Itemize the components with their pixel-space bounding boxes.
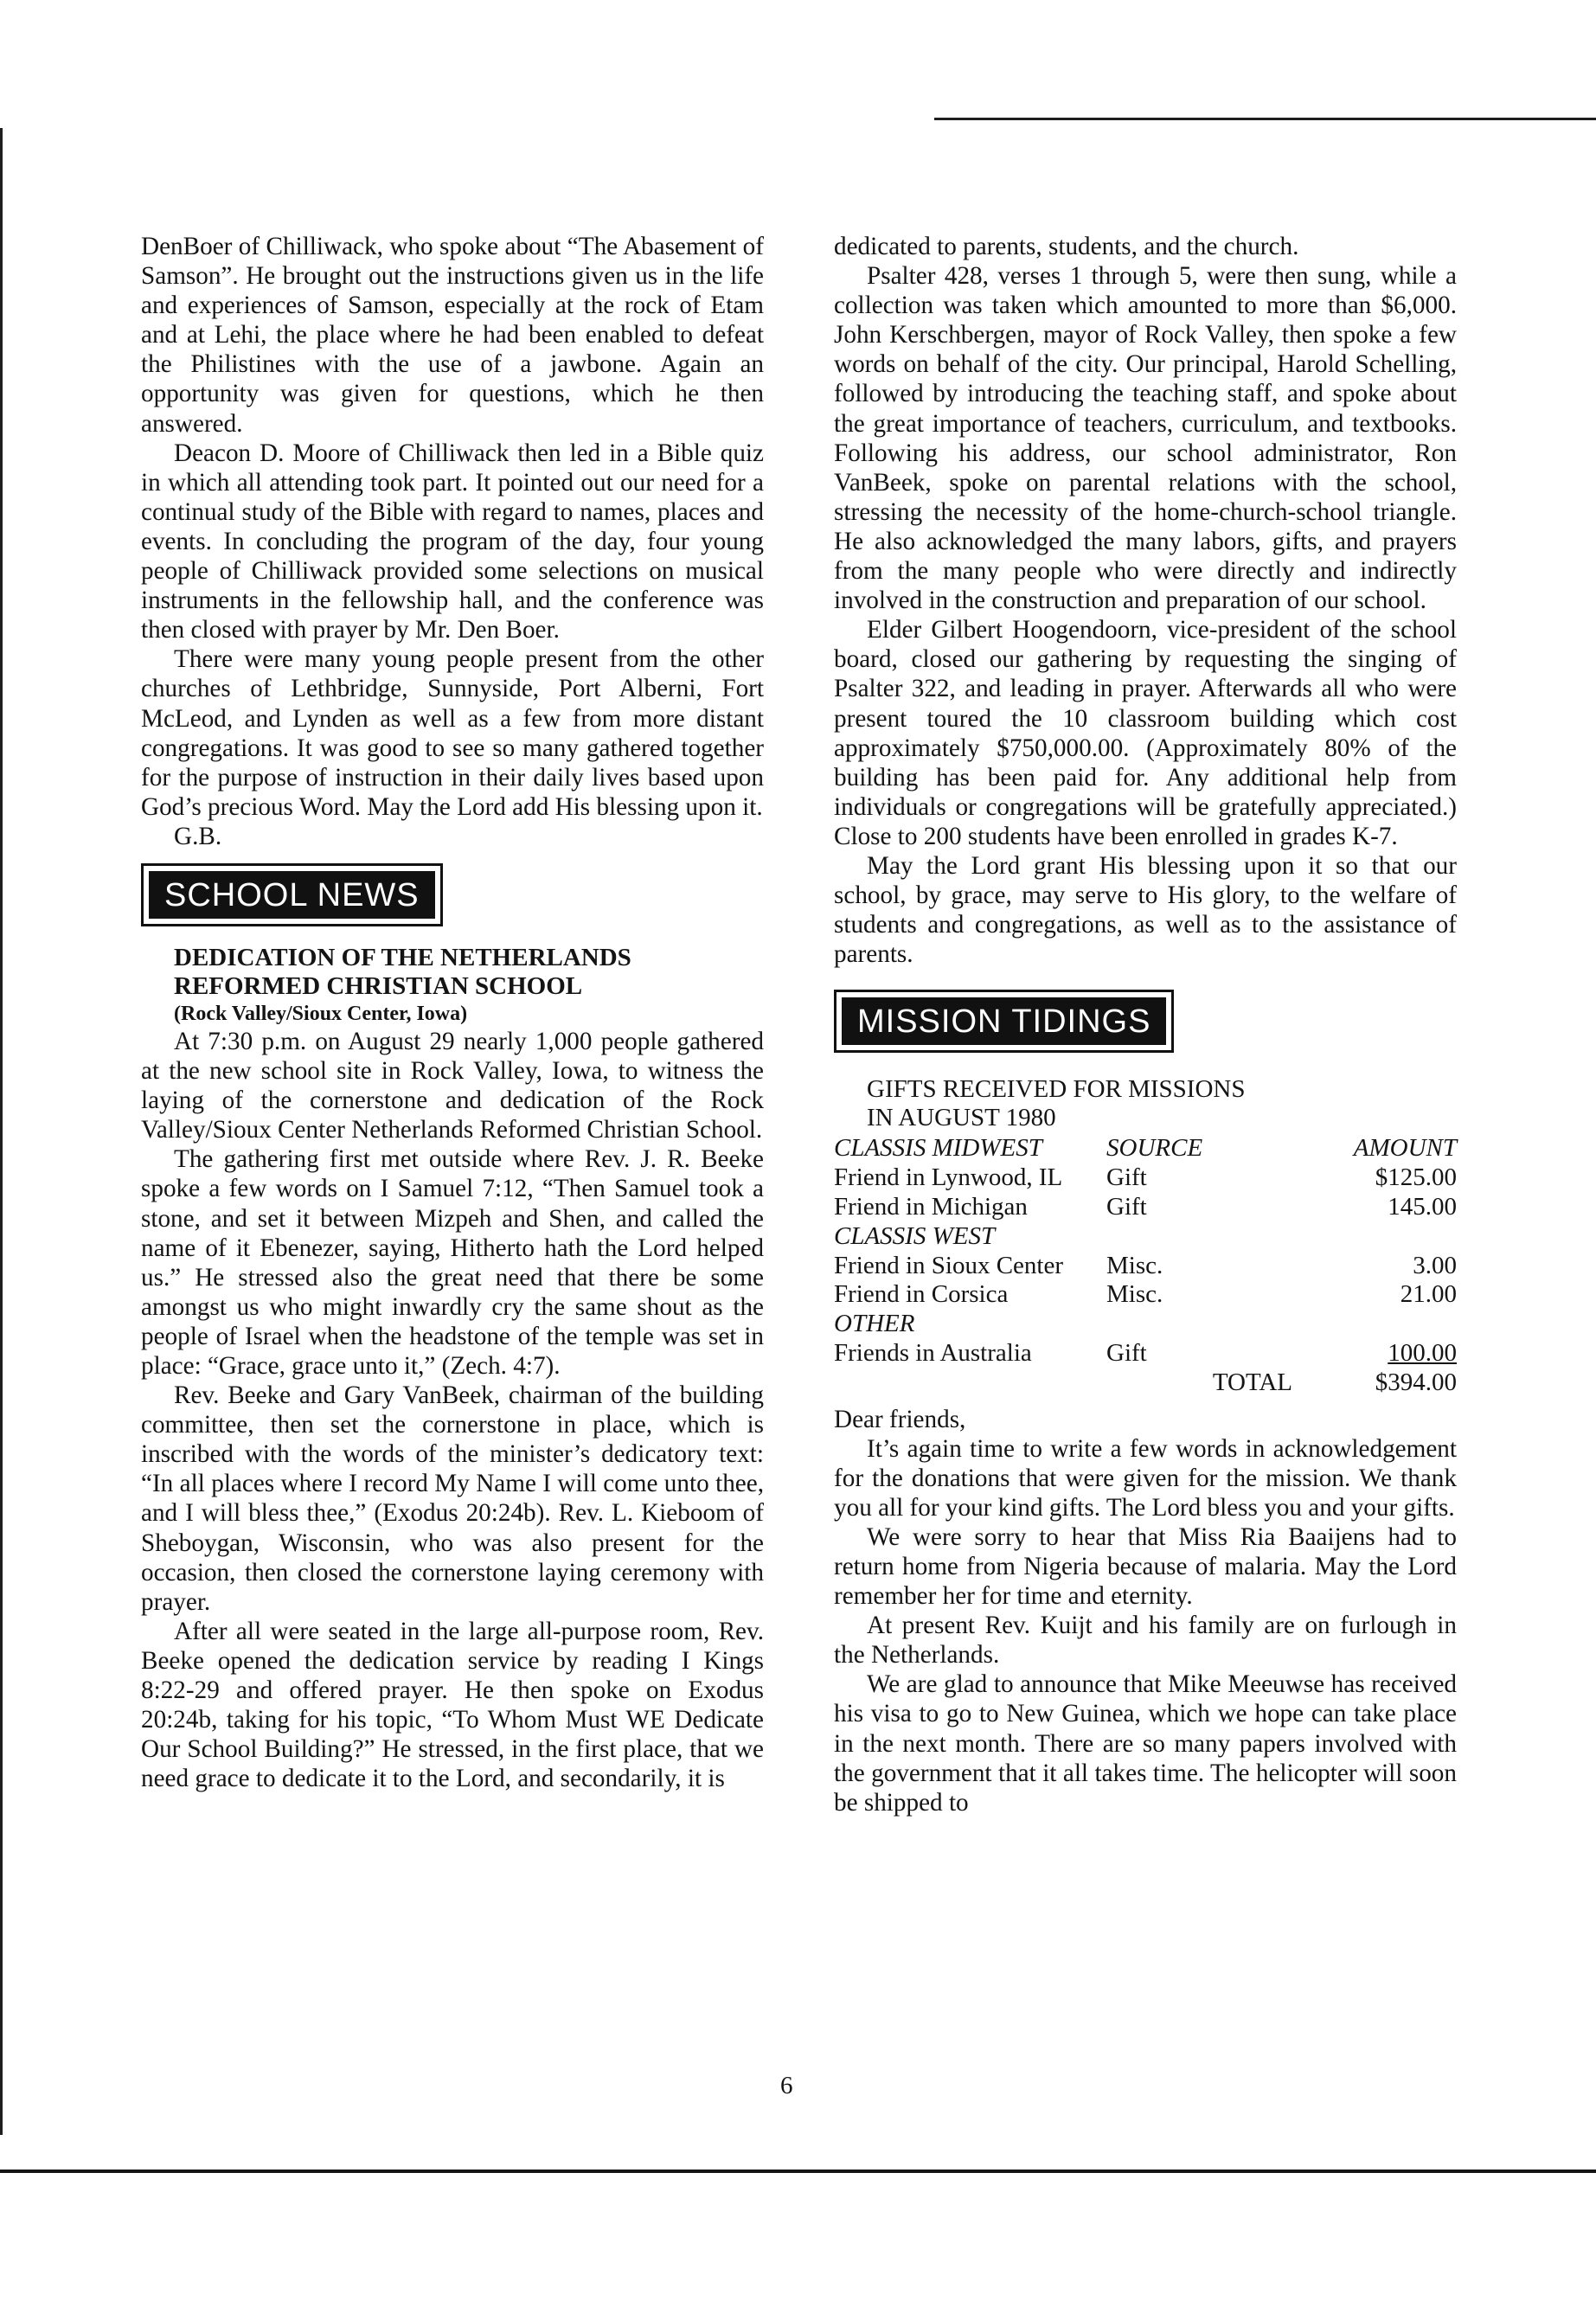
total-label: TOTAL (1212, 1368, 1292, 1396)
article-heading: REFORMED CHRISTIAN SCHOOL (174, 971, 583, 1000)
left-column (141, 232, 764, 1793)
school-news-label: SCHOOL NEWS (149, 871, 435, 919)
letter-salutation: Dear friends, (834, 1405, 966, 1433)
article-paragraph: May the Lord grant His blessing upon it so that our school, by grace, may serve to His glory, to the welfare of students and congregations, as well as to the assistance of parents. (834, 851, 1457, 969)
gift-amount: 145.00 (1388, 1192, 1457, 1221)
mission-tidings-label: MISSION TIDINGS (842, 997, 1166, 1045)
donor-name: Friend in Michigan (834, 1192, 1028, 1221)
school-news-banner (141, 863, 764, 926)
gift-amount: 100.00 (1388, 1338, 1457, 1367)
table-row (834, 1339, 1457, 1368)
letter-paragraph: We were sorry to hear that Miss Ria Baaijens had to return home from Nigeria because of malaria. May the Lord remember her for time and eternity. (834, 1522, 1457, 1611)
classis-label: CLASSIS MIDWEST (834, 1134, 1042, 1163)
table-row (834, 1222, 1457, 1252)
article-heading: DEDICATION OF THE NETHERLANDS (174, 943, 631, 971)
scan-edge-top (934, 118, 1596, 120)
gifts-heading: IN AUGUST 1980 (867, 1104, 1056, 1132)
donor-name: Friend in Sioux Center (834, 1251, 1064, 1279)
total-amount: $394.00 (1375, 1368, 1457, 1396)
classis-label: CLASSIS WEST (834, 1221, 996, 1250)
source-header: SOURCE (1106, 1134, 1203, 1163)
amount-header: AMOUNT (1353, 1134, 1457, 1163)
article-paragraph: The gathering first met outside where Rev. J. R. Beeke spoke a few words on I Samuel 7:12, “Then Samuel took a stone, and set it between Mizpeh and Shen, and called the name of it Ebenezer, saying, Hitherto hath the Lord helped us.” He stressed also the great need that there be some amongst us who might inwardly cry the same shout as the people of Israel when the headstone of the temple was set in place: “Grace, grace unto it,” (Zech. 4:7). (141, 1145, 764, 1380)
gift-amount: 21.00 (1400, 1280, 1457, 1309)
gift-source: Gift (1106, 1163, 1147, 1192)
page-number: 6 (780, 2072, 793, 2099)
table-row (834, 1163, 1457, 1193)
letter-paragraph: At present Rev. Kuijt and his family are on furlough in the Netherlands. (834, 1612, 1457, 1670)
table-row (834, 1310, 1457, 1339)
gift-source: Gift (1106, 1338, 1147, 1367)
article-paragraph: dedicated to parents, students, and the church. (834, 233, 1299, 260)
donor-name: Friend in Lynwood, IL (834, 1163, 1063, 1192)
table-row (834, 1193, 1457, 1222)
scan-edge-left (0, 128, 3, 2135)
gift-amount: $125.00 (1375, 1163, 1457, 1192)
table-row (834, 1252, 1457, 1281)
intro-paragraph: There were many young people present from the other churches of Lethbridge, Sunnyside, Port Alberni, Fort McLeod, and Lynden as well as a few from more distant congregations. It was good to see so many gathered together for the purpose of instruction in their daily lives based upon God’s precious Word. May the Lord add His blessing upon it. (141, 645, 764, 821)
article-subheading: (Rock Valley/Sioux Center, Iowa) (174, 1002, 468, 1025)
table-row (834, 1280, 1457, 1310)
gift-source: Gift (1106, 1192, 1147, 1221)
letter-paragraph: It’s again time to write a few words in acknowledgement for the donations that were given for the mission. We thank you all for your kind gifts. The Lord bless you and your gifts. (834, 1434, 1457, 1522)
intro-paragraph: Deacon D. Moore of Chilliwack then led in a Bible quiz in which all attending took part. It pointed out our need for a continual study of the Bible with regard to names, places and events. In concluding the program of the day, four young people of Chilliwack provided some selections on musical instruments in the fellowship hall, and the conference was then closed with prayer by Mr. Den Boer. (141, 439, 764, 644)
gifts-table (834, 1134, 1457, 1397)
article-paragraph: Elder Gilbert Hoogendoorn, vice-president of the school board, closed our gathering by requesting the singing of Psalter 322, and leading in prayer. Afterwards all who were present toured the 10 classroom building which cost approximately $750,000.00. (Approximately 80% of the building has been paid for. Any additional help from individuals or congregations will be gratefully appreciated.) Close to 200 students have been enrolled in grades K-7. (834, 616, 1457, 850)
mission-tidings-banner (834, 990, 1457, 1053)
donor-name: Friend in Corsica (834, 1280, 1009, 1309)
gift-source: Misc. (1106, 1251, 1163, 1279)
article-paragraph: Psalter 428, verses 1 through 5, were then sung, while a collection was taken which amounted to more than $6,000. John Kerschbergen, mayor of Rock Valley, then spoke a few words on behalf of the city. Our principal, Harold Schelling, followed by introducing the teaching staff, and spoke about the great importance of teachers, curriculum, and textbooks. Following his address, our school administrator, Ron VanBeek, spoke on parental relations with the school, stressing the necessity of the home-church-school triangle. He also acknowledged the many labors, gifts, and prayers from the many people who were directly and indirectly involved in the construction and preparation of our school. (834, 262, 1457, 615)
gift-source: Misc. (1106, 1280, 1163, 1309)
article-paragraph: Rev. Beeke and Gary VanBeek, chairman of the building committee, then set the cornerstone in place, which is inscribed with the words of the minister’s dedicatory text: “In all places where I record My Name I will come unto thee, and I will bless thee,” (Exodus 20:24b). Rev. L. Kieboom of Sheboygan, Wisconsin, who was also present for the occasion, then closed the cornerstone laying ceremony with prayer. (141, 1381, 764, 1616)
letter-paragraph: We are glad to announce that Mike Meeuwse has received his visa to go to New Guinea, which we hope can take place in the next month. There are so many papers involved with the government that it all takes time. The helicopter will soon be shipped to (834, 1670, 1457, 1817)
gift-amount: 3.00 (1413, 1251, 1457, 1279)
right-column (834, 232, 1457, 1817)
signature: G.B. (174, 822, 222, 850)
intro-paragraph: DenBoer of Chilliwack, who spoke about “The Abasement of Samson”. He brought out the instructions given us in the life and experiences of Samson, especially at the rock of Etam and at Lehi, the place where he had been enabled to defeat the Philistines with the use of a jawbone. Again an opportunity was given for questions, which he then answered. (141, 233, 764, 438)
article-paragraph: After all were seated in the large all-purpose room, Rev. Beeke opened the dedication service by reading I Kings 8:22-29 and offered prayer. He then spoke on Exodus 20:24b, taking for his topic, “To Whom Must WE Dedicate Our School Building?” He stressed, in the first place, that we need grace to dedicate it to the Lord, and secondarily, it is (141, 1617, 764, 1793)
donor-name: Friends in Australia (834, 1338, 1032, 1367)
article-paragraph: At 7:30 p.m. on August 29 nearly 1,000 people gathered at the new school site in Rock Valley, Iowa, to witness the laying of the cornerstone and dedication of the Rock Valley/Sioux Center Netherlands Reformed Christian School. (141, 1027, 764, 1144)
gifts-heading: GIFTS RECEIVED FOR MISSIONS (867, 1075, 1246, 1104)
total-row (834, 1368, 1457, 1398)
classis-label: OTHER (834, 1310, 915, 1338)
gifts-header-row (834, 1134, 1457, 1163)
scan-edge-bottom (0, 2170, 1596, 2173)
